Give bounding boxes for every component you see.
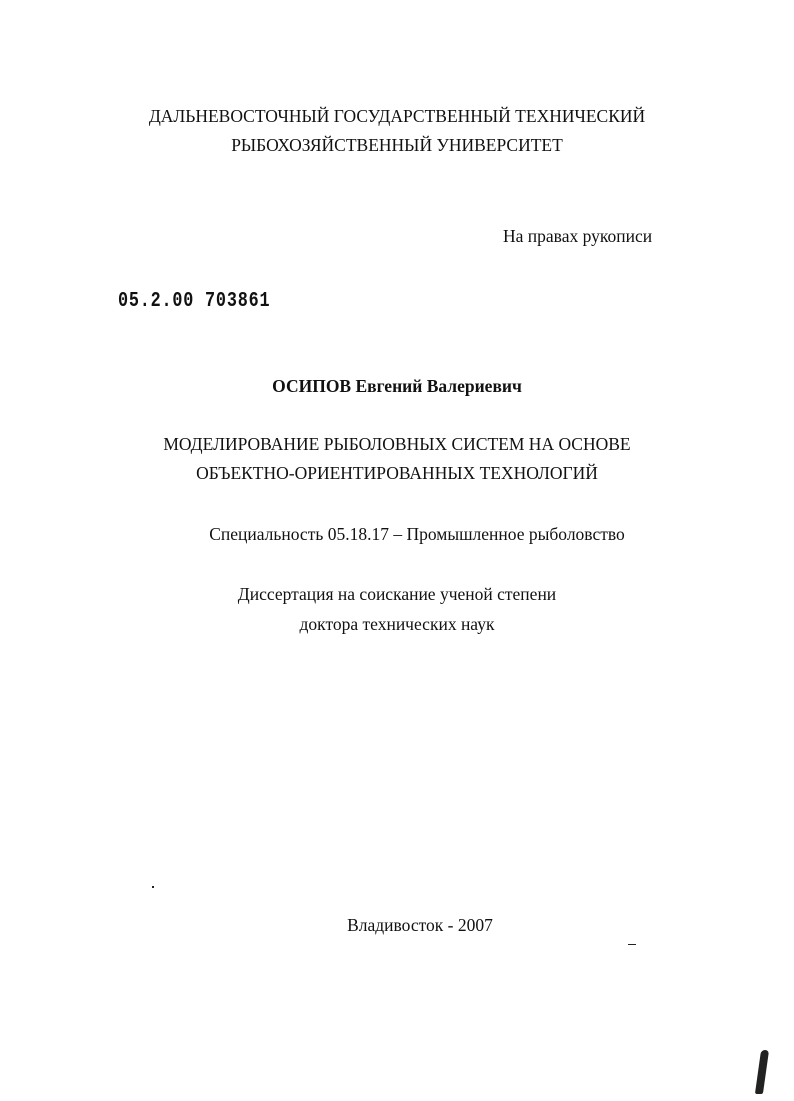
scan-mark [755, 1050, 769, 1094]
title-line1: МОДЕЛИРОВАНИЕ РЫБОЛОВНЫХ СИСТЕМ НА ОСНОВЕ [163, 434, 631, 454]
title-line2: ОБЪЕКТНО-ОРИЕНТИРОВАННЫХ ТЕХНОЛОГИЙ [196, 463, 598, 483]
scan-speck [152, 886, 154, 888]
author-name: ОСИПОВ Евгений Валериевич [272, 376, 522, 396]
degree-line1: Диссертация на соискание ученой степени [237, 584, 557, 604]
rights-note: На правах рукописи [503, 226, 653, 246]
scan-speck [628, 944, 636, 945]
degree-line2: доктора технических наук [299, 614, 495, 634]
university-name-line1: ДАЛЬНЕВОСТОЧНЫЙ ГОСУДАРСТВЕННЫЙ ТЕХНИЧЕСКИЙ [148, 106, 646, 126]
specialty: Специальность 05.18.17 – Промышленное рыболовство [209, 524, 625, 544]
place-year: Владивосток - 2007 [347, 915, 493, 935]
university-name-line2: РЫБОХОЗЯЙСТВЕННЫЙ УНИВЕРСИТЕТ [231, 135, 563, 155]
archive-stamp-number: 05.2.00 703861 [118, 290, 271, 313]
